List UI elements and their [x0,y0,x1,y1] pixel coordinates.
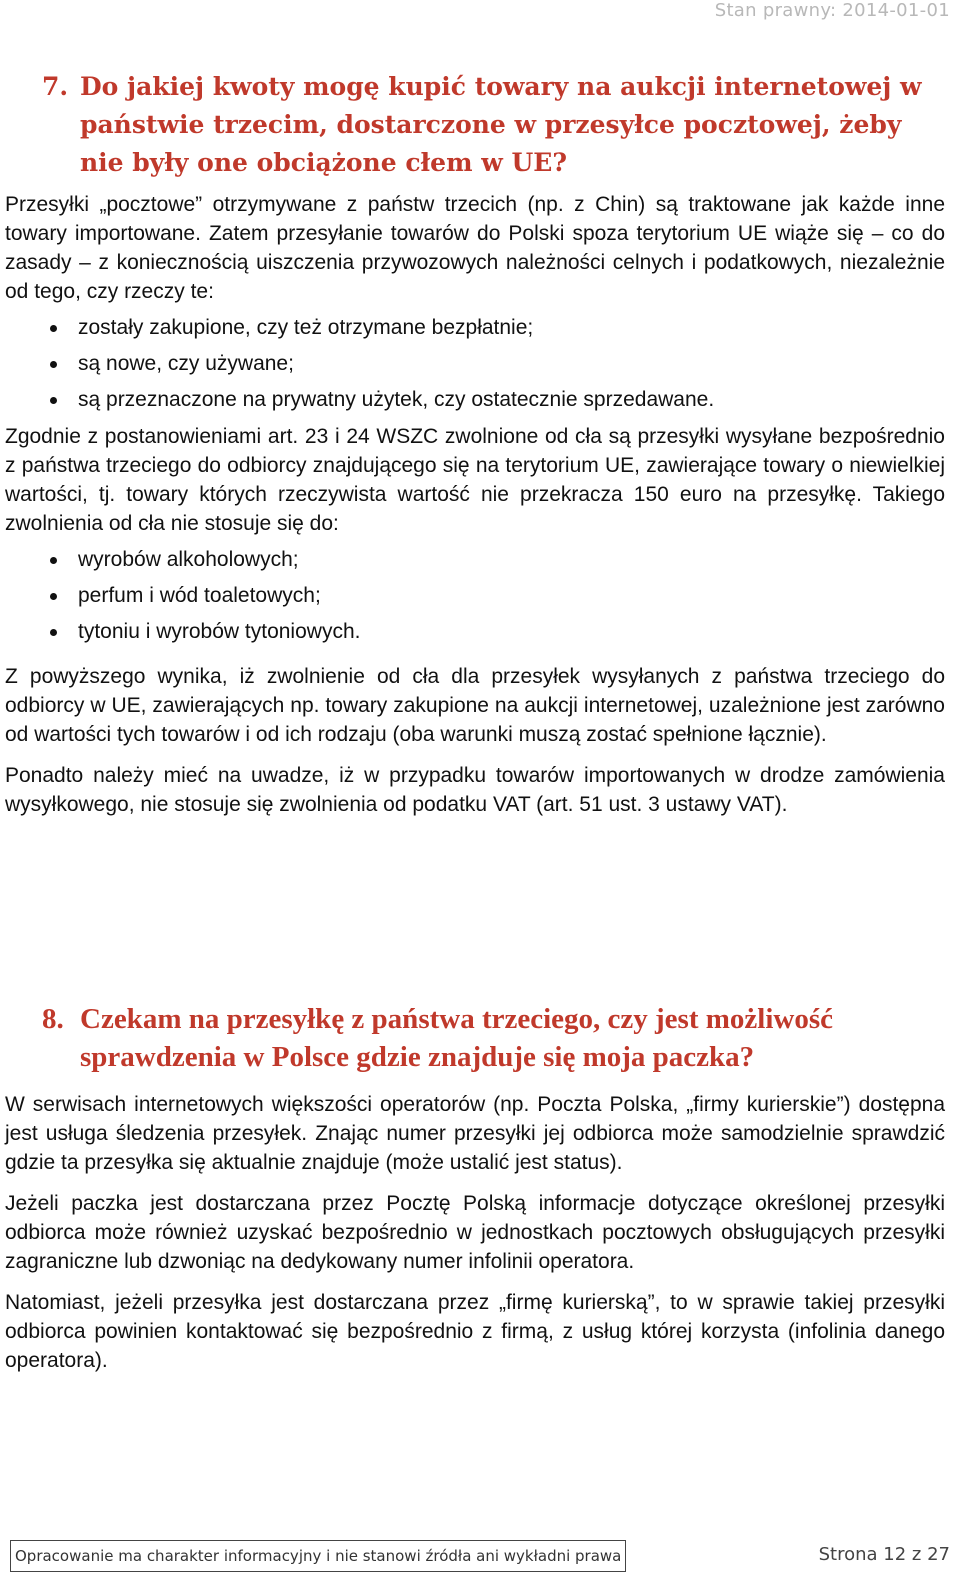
section-8-heading [5,1000,940,1076]
footer-disclaimer: Opracowanie ma charakter informacyjny i nie stanowi źródła ani wykładni prawa [10,1540,626,1572]
section-8-paragraph-2: Jeżeli paczka jest dostarczana przez Pocztę Polską informacje dotyczące określonej przesyłki odbiorca może również uzyskać bezpośrednio w jednostkach pocztowych obsługujących przesyłki zagraniczne lub dzwoniąc na dedykowany numer infolinii operatora. [5,1192,945,1273]
bullet-icon [50,593,57,600]
list-item-text: perfum i wód toaletowych; [78,584,321,607]
list-item [5,614,945,650]
section-8 [5,1000,945,1375]
list-item-text: zostały zakupione, czy też otrzymane bezpłatnie; [78,316,534,339]
list-item-text: tytoniu i wyrobów tytoniowych. [78,620,361,643]
list-item [5,382,945,418]
bullet-icon [50,397,57,404]
document-status-date: Stan prawny: 2014-01-01 [714,0,950,21]
section-7-paragraph-3: Z powyższego wynika, iż zwolnienie od cła dla przesyłek wysyłanych z państwa trzeciego do odbiorcy w UE, zawierających np. towary zakupione na aukcji internetowej, uzależnione jest zarówno od wartości tych towarów i od ich rodzaju (oba warunki muszą zostać spełnione łącznie). [5,665,945,746]
document-body [5,0,945,1372]
list-item [5,346,945,382]
section-7-paragraph-1: Przesyłki „pocztowe” otrzymywane z państw trzecich (np. z Chin) są traktowane jak każde inne towary importowane. Zatem przesyłanie towarów do Polski spoza terytorium UE wiąże się – co do zasady – z koniecznością uiszczenia przywozowych należności celnych i podatkowych, niezależnie od tego, czy rzeczy te: [5,193,945,303]
bullet-icon [50,361,57,368]
page-number: Strona 12 z 27 [818,1544,950,1565]
list-item [5,310,945,346]
section-8-paragraph-1: W serwisach internetowych większości operatorów (np. Poczta Polska, „firmy kurierskie”) dostępna jest usługa śledzenia przesyłek. Znając numer przesyłki jej odbiorca może samodzielnie sprawdzić gdzie ta przesyłka się aktualnie znajduje (może ustalić jest status). [5,1093,945,1174]
section-7-paragraph-2: Zgodnie z postanowieniami art. 23 i 24 WSZC zwolnione od cła są przesyłki wysyłane bezpośrednio z państwa trzeciego do odbiorcy znajdującego się na terytorium UE, zawierające towary o niewielkiej wartości, tj. towary których rzeczywista wartość nie przekracza 150 euro na przesyłkę. Takiego zwolnienia od cła nie stosuje się do: [5,425,945,535]
section-8-title: Czekam na przesyłkę z państwa trzeciego, czy jest możliwość sprawdzenia w Polsce gdzie znajduje się moja paczka? [80,1003,833,1073]
section-7-list-2 [5,542,945,650]
list-item-text: wyrobów alkoholowych; [78,548,299,571]
list-item-text: są nowe, czy używane; [78,352,294,375]
section-8-number: 8. [42,1003,64,1035]
section-7-body [5,190,945,819]
section-7-heading [5,68,940,182]
bullet-icon [50,557,57,564]
section-7-list-1 [5,310,945,418]
bullet-icon [50,325,57,332]
section-7-number: 7. [42,72,69,101]
list-item [5,578,945,614]
section-8-paragraph-3: Natomiast, jeżeli przesyłka jest dostarczana przez „firmę kurierską”, to w sprawie takiej przesyłki odbiorca powinien kontaktować się bezpośrednio z firmą, z usług której korzysta (infolinia danego operatora). [5,1291,945,1372]
list-item [5,542,945,578]
page-footer [0,1540,960,1584]
bullet-icon [50,629,57,636]
section-7-title: Do jakiej kwoty mogę kupić towary na aukcji internetowej w państwie trzecim, dostarczone w przesyłce pocztowej, żeby nie były one obciążone cłem w UE? [80,72,922,177]
list-item-text: są przeznaczone na prywatny użytek, czy ostatecznie sprzedawane. [78,388,715,411]
section-7-paragraph-4: Ponadto należy mieć na uwadze, iż w przypadku towarów importowanych w drodze zamówienia wysyłkowego, nie stosuje się zwolnienia od podatku VAT (art. 51 ust. 3 ustawy VAT). [5,764,945,816]
